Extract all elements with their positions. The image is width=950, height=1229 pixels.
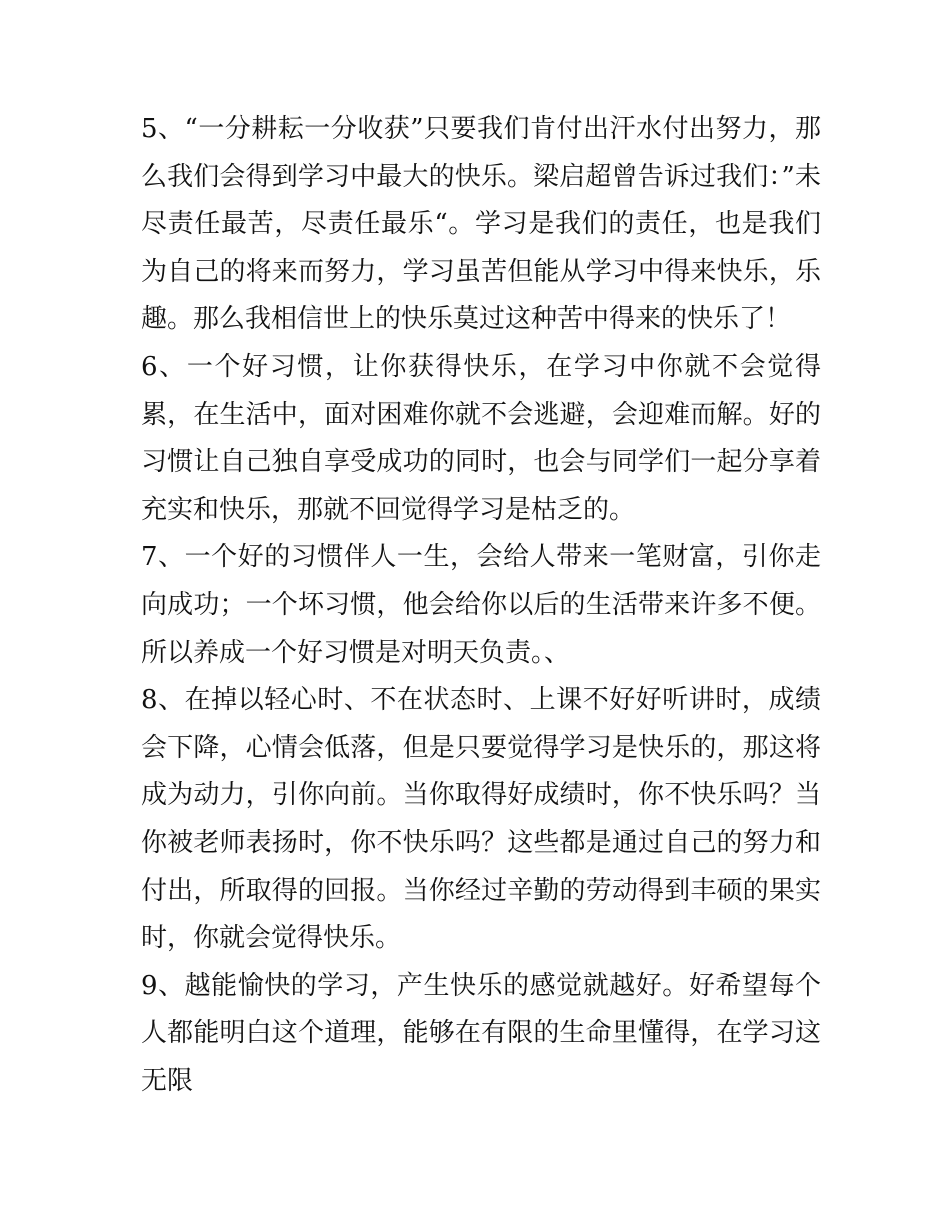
paragraph-6: 6、一个好习惯，让你获得快乐，在学习中你就不会觉得累，在生活中，面对困难你就不会逃避，会迎难而解。好的习惯让自己独自享受成功的同时，也会与同学们一起分享着充实和快乐，那就不回觉得学习是枯乏的。 <box>141 351 821 525</box>
paragraph-9: 9、越能愉快的学习，产生快乐的感觉就越好。好希望每个人都能明白这个道理，能够在有限的生命里懂得，在学习这无限 <box>141 970 821 1096</box>
paragraph-5: 5、“一分耕耘一分收获”只要我们肯付出汗水付出努力，那么我们会得到学习中最大的快乐。梁启超曾告诉过我们：”未尽责任最苦，尽责任最乐“。学习是我们的责任，也是我们为自己的将来而努力，学习虽苦但能从学习中得来快乐，乐趣。那么我相信世上的快乐莫过这种苦中得来的快乐了！ <box>141 114 821 335</box>
paragraph-7: 7、一个好的习惯伴人一生，会给人带来一笔财富，引你走向成功；一个坏习惯，他会给你以后的生活带来许多不便。所以养成一个好习惯是对明天负责。、 <box>141 542 821 668</box>
document-body <box>141 106 821 1105</box>
paragraph-8: 8、在掉以轻心时、不在状态时、上课不好好听讲时，成绩会下降，心情会低落，但是只要觉得学习是快乐的，那这将成为动力，引你向前。当你取得好成绩时，你不快乐吗？当你被老师表扬时，你不快乐吗？这些都是通过自己的努力和付出，所取得的回报。当你经过辛勤的劳动得到丰硕的果实时，你就会觉得快乐。 <box>141 685 821 954</box>
